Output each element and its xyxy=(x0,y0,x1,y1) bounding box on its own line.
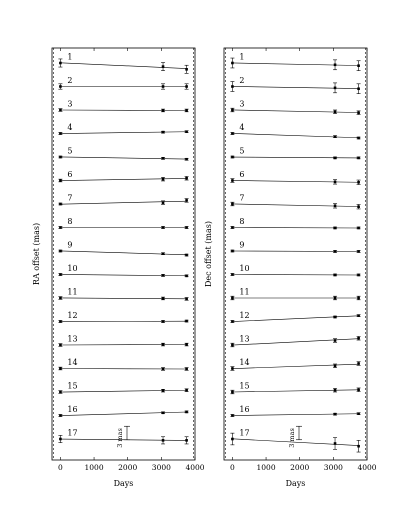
ra-scale-bar-label: 3 mas xyxy=(116,428,124,448)
ra-x-axis xyxy=(58,48,205,472)
ra-series-label: 12 xyxy=(67,311,78,320)
ra-data-point xyxy=(185,130,188,133)
ra-data-point xyxy=(185,68,188,71)
dec-data-point xyxy=(231,85,234,88)
ra-data-point xyxy=(185,411,188,414)
dec-data-point xyxy=(357,250,360,253)
ra-data-point xyxy=(162,85,165,88)
ra-data-point xyxy=(59,132,62,135)
ra-fit-line-10 xyxy=(60,274,186,275)
ra-data-point xyxy=(162,65,165,68)
dec-data-point xyxy=(231,109,234,112)
dec-series-group xyxy=(230,53,360,453)
dec-data-point xyxy=(231,62,234,65)
dec-data-point xyxy=(357,181,360,184)
dec-data-point xyxy=(357,157,360,160)
dec-data-point xyxy=(357,388,360,391)
ra-data-point xyxy=(162,297,165,300)
dec-ylabel: Dec offset (mas) xyxy=(204,221,213,287)
ra-data-point xyxy=(185,226,188,229)
dec-data-point xyxy=(231,132,234,135)
dec-data-point xyxy=(334,181,337,184)
ra-data-point xyxy=(59,226,62,229)
dec-data-point xyxy=(231,367,234,370)
dec-series-label: 2 xyxy=(239,76,245,85)
ra-data-point xyxy=(185,109,188,112)
ra-data-point xyxy=(185,389,188,392)
ra-data-point xyxy=(162,201,165,204)
ra-data-point xyxy=(185,439,188,442)
ra-data-point xyxy=(59,367,62,370)
ra-fit-line-11 xyxy=(60,298,186,299)
ra-data-point xyxy=(185,320,188,323)
ra-data-point xyxy=(162,439,165,442)
dec-data-point xyxy=(231,391,234,394)
dec-data-point xyxy=(231,250,234,253)
dec-fit-line-7 xyxy=(232,204,358,207)
ra-series-label: 3 xyxy=(67,99,73,109)
ra-data-point xyxy=(162,109,165,112)
dec-data-point xyxy=(334,250,337,253)
ra-x-tick-label: 0 xyxy=(58,463,63,472)
dec-data-point xyxy=(231,438,234,441)
ra-series-label: 10 xyxy=(67,264,78,273)
ra-data-point xyxy=(162,320,165,323)
ra-fit-line-4 xyxy=(60,132,186,134)
ra-data-point xyxy=(185,298,188,301)
ra-fit-line-9 xyxy=(60,251,186,255)
ra-data-point xyxy=(185,343,188,346)
ra-ylabel: RA offset (mas) xyxy=(32,222,41,286)
ra-x-tick-label: 3000 xyxy=(151,463,171,472)
dec-data-point xyxy=(231,156,234,159)
dec-fit-line-1 xyxy=(232,63,358,66)
ra-data-point xyxy=(185,177,188,180)
dec-series-label: 15 xyxy=(239,381,250,391)
ra-data-point xyxy=(59,203,62,206)
ra-x-tick-label: 2000 xyxy=(118,463,138,472)
dec-scale-bar xyxy=(288,426,302,448)
ra-data-point xyxy=(162,274,165,277)
dec-series-label: 8 xyxy=(239,217,245,226)
dec-data-point xyxy=(334,297,337,300)
dec-series-label: 12 xyxy=(239,311,250,320)
dec-data-point xyxy=(357,137,360,140)
dec-data-point xyxy=(357,64,360,67)
ra-data-point xyxy=(59,109,62,112)
ra-data-point xyxy=(185,254,188,257)
ra-series-label: 15 xyxy=(67,381,78,391)
ra-series-label: 5 xyxy=(67,146,73,156)
dec-fit-line-12 xyxy=(232,316,358,322)
dec-data-point xyxy=(231,320,234,323)
dec-data-point xyxy=(357,205,360,208)
dec-data-point xyxy=(334,157,337,160)
dec-data-point xyxy=(357,445,360,448)
ra-data-point xyxy=(59,156,62,159)
ra-scale-bar xyxy=(116,426,130,448)
dec-series-label: 10 xyxy=(239,264,250,273)
dec-series-label: 7 xyxy=(239,193,245,203)
ra-fit-line-7 xyxy=(60,201,186,204)
dec-series-label: 17 xyxy=(239,428,250,438)
dec-data-point xyxy=(357,227,360,230)
dec-fit-line-5 xyxy=(232,157,358,158)
dec-fit-line-2 xyxy=(232,86,358,88)
ra-data-point xyxy=(59,273,62,276)
dec-data-point xyxy=(357,314,360,317)
dec-data-point xyxy=(334,316,337,319)
ra-data-point xyxy=(59,85,62,88)
dec-fit-line-15 xyxy=(232,390,358,392)
dec-data-point xyxy=(231,273,234,276)
ra-data-point xyxy=(185,85,188,88)
dec-data-point xyxy=(231,297,234,300)
ra-data-point xyxy=(162,178,165,181)
dec-data-point xyxy=(357,87,360,90)
dec-data-point xyxy=(231,414,234,417)
ra-series-label: 6 xyxy=(67,170,73,179)
dec-data-point xyxy=(334,135,337,138)
dec-series-label: 13 xyxy=(239,334,250,344)
ra-series-label: 11 xyxy=(67,287,78,297)
dec-data-point xyxy=(357,297,360,300)
dec-data-point xyxy=(231,203,234,206)
dec-x-tick-label: 0 xyxy=(230,463,235,472)
dec-plot-frame xyxy=(224,48,367,460)
dec-scale-bar-label: 3 mas xyxy=(288,428,296,448)
dec-data-point xyxy=(334,389,337,392)
ra-xlabel: Days xyxy=(113,479,134,488)
ra-data-point xyxy=(162,412,165,415)
dec-series-label: 16 xyxy=(239,405,250,414)
dec-series-label: 3 xyxy=(239,99,245,109)
ra-data-point xyxy=(59,391,62,394)
ra-series-label: 9 xyxy=(67,240,73,250)
dec-panel xyxy=(204,48,377,488)
ra-data-point xyxy=(162,252,165,255)
ra-series-group xyxy=(58,53,188,444)
ra-series-label: 7 xyxy=(67,193,73,203)
dec-x-tick-label: 3000 xyxy=(323,463,343,472)
dec-data-point xyxy=(334,365,337,368)
ra-data-point xyxy=(59,320,62,323)
dec-data-point xyxy=(231,179,234,182)
ra-series-label: 16 xyxy=(67,405,78,414)
ra-data-point xyxy=(59,250,62,253)
dec-data-point xyxy=(357,362,360,365)
dec-data-point xyxy=(334,64,337,67)
ra-panel xyxy=(32,48,205,488)
dec-fit-line-16 xyxy=(232,414,358,416)
ra-data-point xyxy=(162,368,165,371)
ra-series-label: 17 xyxy=(67,428,78,438)
ra-data-point xyxy=(162,389,165,392)
ra-data-point xyxy=(185,275,188,278)
dec-fit-line-3 xyxy=(232,110,358,113)
ra-series-label: 13 xyxy=(67,334,78,344)
ra-fit-line-1 xyxy=(60,63,186,69)
ra-data-point xyxy=(59,62,62,65)
dec-fit-line-4 xyxy=(232,133,358,137)
ra-data-point xyxy=(162,226,165,229)
dec-series-label: 11 xyxy=(239,287,250,297)
dec-data-point xyxy=(231,344,234,347)
ra-data-point xyxy=(185,158,188,161)
dec-series-label: 6 xyxy=(239,170,245,179)
ra-data-point xyxy=(185,199,188,202)
ra-fit-line-6 xyxy=(60,178,186,180)
dec-x-tick-label: 4000 xyxy=(357,463,377,472)
dec-x-tick-label: 1000 xyxy=(256,463,276,472)
ra-data-point xyxy=(162,343,165,346)
ra-data-point xyxy=(162,157,165,160)
dec-data-point xyxy=(231,226,234,229)
dec-series-label: 5 xyxy=(239,146,245,156)
dec-data-point xyxy=(357,412,360,415)
dec-data-point xyxy=(334,87,337,90)
ra-series-label: 8 xyxy=(67,217,73,226)
dec-x-tick-label: 2000 xyxy=(290,463,310,472)
ra-series-label: 2 xyxy=(67,76,73,85)
dec-series-label: 14 xyxy=(239,358,250,367)
ra-data-point xyxy=(59,344,62,347)
ra-fit-line-5 xyxy=(60,157,186,159)
dec-fit-line-13 xyxy=(232,339,358,345)
ra-data-point xyxy=(162,131,165,134)
dec-fit-line-6 xyxy=(232,180,358,182)
dec-data-point xyxy=(334,111,337,114)
dec-series-label: 9 xyxy=(239,240,245,250)
dec-data-point xyxy=(357,274,360,277)
dec-series-label: 4 xyxy=(239,123,245,132)
ra-data-point xyxy=(59,414,62,417)
ra-series-label: 1 xyxy=(67,52,73,62)
dec-series-label: 1 xyxy=(239,52,245,62)
ra-fit-line-16 xyxy=(60,412,186,416)
ra-series-label: 14 xyxy=(67,358,78,367)
dec-data-point xyxy=(357,337,360,340)
ra-fit-line-15 xyxy=(60,390,186,392)
ra-x-tick-label: 1000 xyxy=(84,463,104,472)
dec-data-point xyxy=(334,442,337,445)
dec-data-point xyxy=(334,274,337,277)
dec-data-point xyxy=(334,413,337,416)
ra-data-point xyxy=(59,438,62,441)
ra-data-point xyxy=(59,179,62,182)
dec-data-point xyxy=(334,339,337,342)
ra-data-point xyxy=(59,297,62,300)
ra-series-label: 4 xyxy=(67,123,73,132)
dec-fit-line-14 xyxy=(232,364,358,368)
dec-data-point xyxy=(334,205,337,208)
ra-x-tick-label: 4000 xyxy=(185,463,205,472)
ra-data-point xyxy=(185,368,188,371)
dec-data-point xyxy=(357,111,360,114)
dec-xlabel: Days xyxy=(285,479,306,488)
dec-data-point xyxy=(334,227,337,230)
